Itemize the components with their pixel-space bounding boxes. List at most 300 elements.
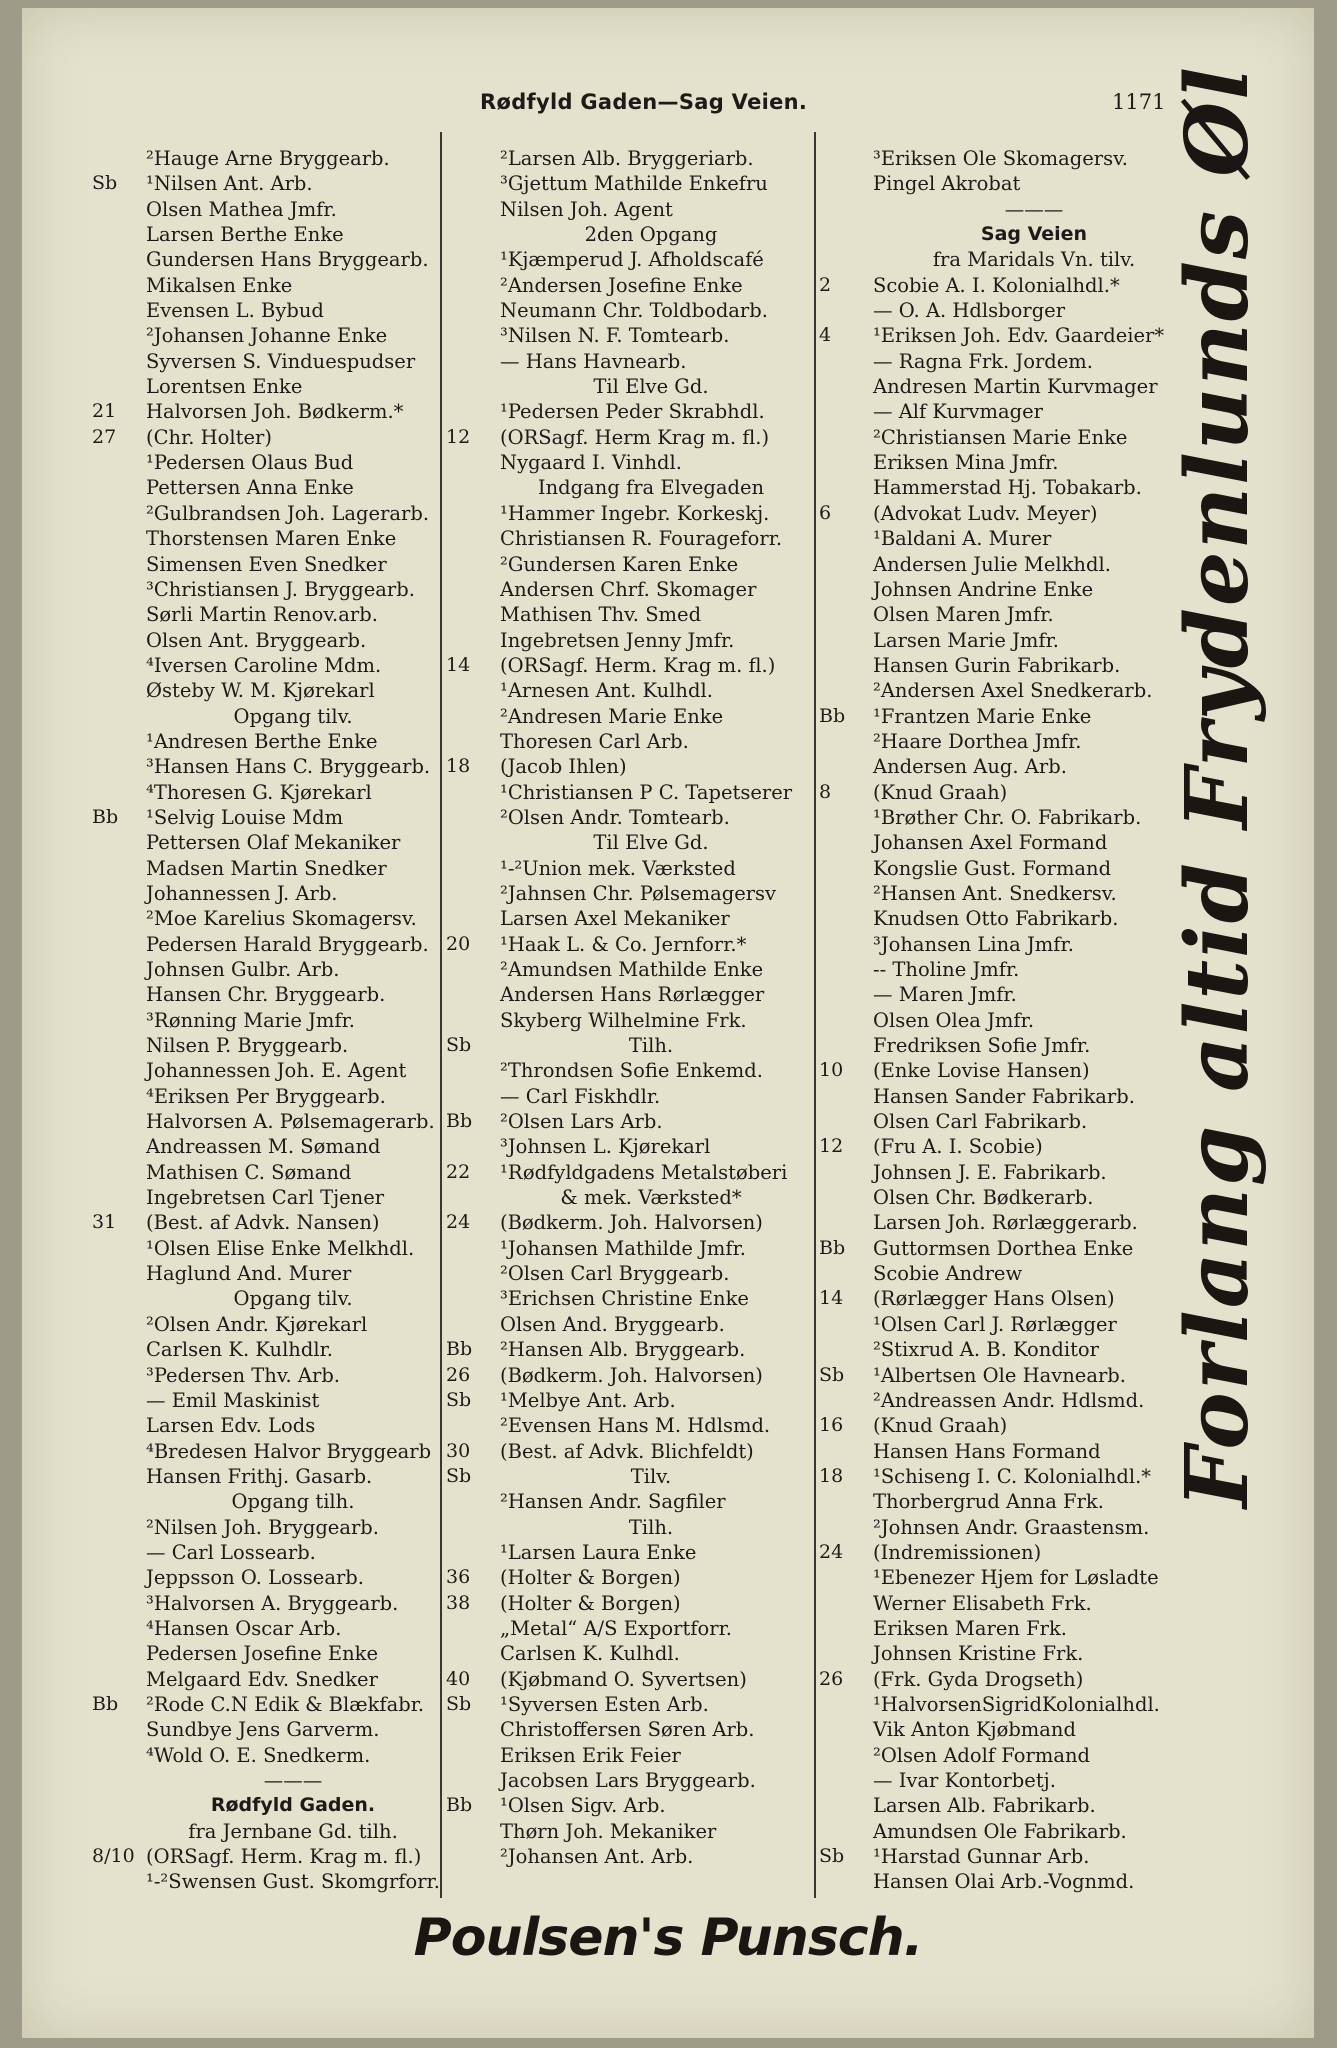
entry-prefix: Bb [819, 1236, 846, 1259]
entry-prefix: 14 [819, 1287, 844, 1310]
entry-text: (Fru A. I. Scobie) [873, 1135, 1043, 1159]
street-heading [92, 1793, 454, 1818]
entry-text: fra Jernbane Gd. tilh. [188, 1819, 398, 1843]
entry-text: Thørn Joh. Mekaniker [500, 1819, 717, 1843]
entry-text: — Ragna Frk. Jordem. [873, 349, 1093, 373]
entry-prefix: Sb [819, 1363, 845, 1386]
directory-entry [92, 273, 454, 298]
directory-entry [446, 1413, 816, 1438]
directory-entry [819, 1616, 1209, 1641]
directory-entry [92, 1084, 454, 1109]
directory-entry [819, 1413, 1209, 1438]
entry-text: Opgang tilv. [233, 1287, 353, 1311]
directory-entry [92, 1717, 454, 1742]
entry-text: Nilsen Joh. Agent [500, 197, 673, 221]
directory-page [22, 8, 1314, 2038]
directory-entry [446, 1084, 816, 1109]
entry-text: (Holter & Borgen) [500, 1566, 681, 1590]
directory-entry [819, 1033, 1209, 1058]
entry-prefix: 22 [446, 1160, 471, 1183]
entry-text: Olsen Mathea Jmfr. [146, 197, 337, 221]
entry-text: Jacobsen Lars Bryggearb. [500, 1769, 756, 1792]
entry-text: (Holter & Borgen) [500, 1591, 681, 1615]
entry-text: Eriksen Mina Jmfr. [873, 451, 1059, 475]
directory-entry [446, 349, 816, 374]
directory-entry [819, 754, 1209, 779]
directory-entry [446, 1844, 816, 1869]
entry-text: ¹Haak L. & Co. Jernforr.* [500, 932, 747, 956]
directory-entry [92, 1286, 454, 1311]
entry-text: Olsen And. Bryggearb. [500, 1312, 725, 1336]
directory-entry [92, 349, 454, 374]
directory-entry [819, 1869, 1209, 1894]
directory-entry [819, 577, 1209, 602]
entry-prefix: 26 [446, 1363, 471, 1386]
directory-entry [819, 1540, 1209, 1565]
directory-entry [92, 754, 454, 779]
entry-text: Tilh. [628, 1034, 674, 1058]
entry-text: Mikalsen Enke [146, 273, 293, 297]
entry-prefix: Sb [92, 172, 118, 195]
entry-text: ³Johansen Lina Jmfr. [873, 932, 1074, 956]
entry-text: Halvorsen Joh. Bødkerm.* [146, 400, 404, 424]
directory-entry [92, 1515, 454, 1540]
entry-prefix: Sb [446, 1034, 472, 1057]
entry-text: ²Larsen Alb. Bryggeriarb. [500, 147, 754, 170]
entry-text: Sørli Martin Renov.arb. [146, 603, 378, 627]
entry-text: ²Rode C.N Edik & Blækfabr. [146, 1692, 425, 1716]
directory-entry [446, 425, 816, 450]
entry-text: (Indremissionen) [873, 1540, 1042, 1564]
entry-prefix: 10 [819, 1059, 844, 1082]
entry-text: Knudsen Otto Fabrikarb. [873, 907, 1119, 931]
entry-prefix: 38 [446, 1591, 471, 1614]
entry-text: — Emil Maskinist [146, 1388, 320, 1412]
directory-entry [92, 1819, 454, 1844]
entry-prefix: Bb [446, 1338, 473, 1361]
entry-text: (ORSagf. Herm Krag m. fl.) [500, 425, 770, 449]
directory-entry [819, 1008, 1209, 1033]
entry-text: ²Nilsen Joh. Bryggearb. [146, 1515, 379, 1539]
directory-entry [446, 298, 816, 323]
directory-entry [446, 982, 816, 1007]
entry-prefix: Bb [446, 1794, 473, 1817]
entry-text: ²Hauge Arne Bryggearb. [146, 147, 390, 170]
entry-text: (Chr. Holter) [146, 425, 272, 449]
directory-entry [92, 1869, 454, 1894]
entry-text: (Frk. Gyda Drogseth) [873, 1667, 1084, 1691]
entry-text: ¹Olsen Elise Enke Melkhdl. [146, 1236, 415, 1260]
entry-text: Jeppsson O. Lossearb. [146, 1566, 364, 1590]
entry-text: Pettersen Anna Enke [146, 476, 354, 500]
directory-entry [446, 552, 816, 577]
directory-entry [92, 1337, 454, 1362]
directory-entry [819, 881, 1209, 906]
entry-text: Johannessen Joh. E. Agent [146, 1059, 407, 1083]
directory-entry [92, 1565, 454, 1590]
entry-text: Larsen Marie Jmfr. [873, 628, 1059, 652]
directory-entry [446, 1591, 816, 1616]
entry-text: ¹Olsen Carl J. Rørlægger [873, 1312, 1117, 1336]
entry-text: Carlsen K. Kulhdlr. [146, 1338, 333, 1362]
directory-entry [446, 1743, 816, 1768]
entry-text: Johnsen J. E. Fabrikarb. [873, 1160, 1107, 1184]
directory-entry [92, 1058, 454, 1083]
entry-text: Larsen Alb. Fabrikarb. [873, 1794, 1096, 1818]
entry-text: Opgang tilh. [231, 1490, 355, 1514]
entry-prefix: 24 [446, 1211, 471, 1234]
entry-text: Syversen S. Vinduespudser [146, 349, 416, 373]
directory-entry [819, 1058, 1209, 1083]
directory-entry [819, 1261, 1209, 1286]
directory-entry [819, 374, 1209, 399]
directory-entry [819, 982, 1209, 1007]
directory-entry [92, 932, 454, 957]
directory-entry [446, 1185, 816, 1210]
directory-entry [446, 830, 816, 855]
directory-entry [446, 678, 816, 703]
entry-text: (Best. af Advk. Nansen) [146, 1211, 380, 1235]
entry-text: ²Olsen Lars Arb. [500, 1110, 663, 1134]
directory-entry [819, 1388, 1209, 1413]
entry-text: ³Pedersen Thv. Arb. [146, 1363, 341, 1387]
directory-entry [819, 1565, 1209, 1590]
directory-entry [92, 1109, 454, 1134]
directory-entry [92, 1413, 454, 1438]
directory-entry [92, 1489, 454, 1514]
directory-entry [446, 171, 816, 196]
entry-text: Johannessen J. Arb. [146, 881, 338, 905]
directory-entry [92, 1388, 454, 1413]
entry-text: Sundbye Jens Garverm. [146, 1718, 380, 1742]
directory-entry [819, 1236, 1209, 1261]
directory-entry [446, 1160, 816, 1185]
directory-entry [92, 323, 454, 348]
directory-entry [92, 628, 454, 653]
directory-entry [446, 1464, 816, 1489]
entry-text: ¹Larsen Laura Enke [500, 1540, 697, 1564]
entry-text: ¹Brøther Chr. O. Fabrikarb. [873, 805, 1142, 829]
directory-entry [819, 425, 1209, 450]
directory-entry [819, 1210, 1209, 1235]
entry-text: ¹Albertsen Ole Havnearb. [873, 1363, 1126, 1387]
directory-entry [819, 932, 1209, 957]
entry-text: (Kjøbmand O. Syvertsen) [500, 1667, 747, 1691]
directory-entry [92, 171, 454, 196]
entry-text: ¹Schiseng I. C. Kolonialhdl.* [873, 1464, 1152, 1488]
directory-entry [446, 1337, 816, 1362]
entry-text: ¹Selvig Louise Mdm [146, 805, 344, 829]
side-advertisement: Forlang altid Frydenlunds Øl [1167, 65, 1268, 1508]
entry-text: ⁴Bredesen Halvor Bryggearb [146, 1439, 432, 1463]
directory-entry [819, 1844, 1209, 1869]
entry-text: ²Amundsen Mathilde Enke [500, 958, 764, 981]
entry-text: Halvorsen A. Pølsemagerarb. [146, 1110, 435, 1134]
directory-entry [92, 830, 454, 855]
directory-entry [819, 1109, 1209, 1134]
directory-column-2 [446, 146, 816, 1869]
directory-entry [446, 526, 816, 551]
entry-text: ——— [1004, 197, 1064, 221]
directory-entry [819, 957, 1209, 982]
entry-text: Larsen Edv. Lods [146, 1414, 316, 1438]
entry-text: Olsen Carl Fabrikarb. [873, 1110, 1088, 1134]
directory-entry [446, 881, 816, 906]
entry-text: ¹Kjæmperud J. Afholdscafé [500, 248, 764, 272]
entry-text: Scobie Andrew [873, 1262, 1023, 1286]
entry-text: Johnsen Gulbr. Arb. [146, 958, 340, 981]
entry-text: -- Tholine Jmfr. [873, 958, 1020, 981]
entry-prefix: 36 [446, 1566, 471, 1589]
directory-entry [446, 805, 816, 830]
directory-entry [92, 780, 454, 805]
directory-entry [819, 1363, 1209, 1388]
entry-text: (Jacob Ihlen) [500, 755, 627, 779]
entry-text: ²Hansen Andr. Sagfiler [500, 1490, 726, 1514]
entry-text: Pingel Akrobat [873, 172, 1021, 196]
entry-text: ³Christiansen J. Bryggearb. [146, 577, 415, 601]
entry-text: (Rørlægger Hans Olsen) [873, 1287, 1115, 1311]
entry-text: Olsen Olea Jmfr. [873, 1008, 1035, 1032]
directory-entry [446, 653, 816, 678]
directory-entry [92, 526, 454, 551]
directory-entry [92, 1261, 454, 1286]
entry-text: — O. A. Hdlsborger [873, 299, 1066, 323]
entry-text: Hansen Chr. Bryggearb. [146, 983, 386, 1007]
directory-entry [92, 653, 454, 678]
entry-text: ²Hansen Ant. Snedkersv. [873, 881, 1117, 905]
directory-entry [819, 475, 1209, 500]
entry-prefix: Sb [446, 1692, 472, 1715]
directory-column-1 [92, 146, 454, 1895]
entry-text: ²Johansen Johanne Enke [146, 324, 388, 348]
directory-entry [92, 425, 454, 450]
entry-text: ³Hansen Hans C. Bryggearb. [146, 755, 431, 779]
entry-text: Hansen Gurin Fabrikarb. [873, 653, 1121, 677]
directory-entry [446, 1489, 816, 1514]
directory-entry [819, 1160, 1209, 1185]
entry-text: ³Halvorsen A. Bryggearb. [146, 1591, 399, 1615]
directory-entry [446, 1109, 816, 1134]
directory-entry [446, 754, 816, 779]
entry-text: Larsen Axel Mekaniker [500, 907, 730, 931]
entry-text: — Ivar Kontorbetj. [873, 1769, 1056, 1792]
entry-text: ——— [263, 1769, 323, 1792]
entry-text: Tilv. [630, 1464, 672, 1488]
entry-text: ¹Rødfyldgadens Metalstøberi [500, 1160, 788, 1184]
directory-entry [446, 1134, 816, 1159]
entry-text: Til Elve Gd. [593, 831, 709, 855]
directory-entry [446, 1363, 816, 1388]
directory-entry [819, 830, 1209, 855]
entry-text: Hansen Frithj. Gasarb. [146, 1464, 373, 1488]
directory-entry [92, 222, 454, 247]
entry-text: Eriksen Erik Feier [500, 1743, 681, 1767]
entry-text: Andersen Hans Rørlægger [500, 983, 765, 1007]
directory-entry [92, 577, 454, 602]
entry-text: ³Johnsen L. Kjørekarl [500, 1135, 711, 1159]
entry-text: ²Stixrud A. B. Konditor [873, 1338, 1099, 1362]
directory-entry [92, 1540, 454, 1565]
entry-prefix: 30 [446, 1439, 471, 1462]
entry-text: ¹Johansen Mathilde Jmfr. [500, 1236, 747, 1260]
entry-text: ⁴Thoresen G. Kjørekarl [146, 780, 372, 804]
entry-text: ¹-²Swensen Gust. Skomgrforr. [146, 1870, 440, 1894]
entry-text: (ORSagf. Herm. Krag m. fl.) [146, 1845, 422, 1869]
entry-text: Christoffersen Søren Arb. [500, 1718, 755, 1742]
entry-text: Pedersen Josefine Enke [146, 1642, 378, 1666]
directory-entry [92, 197, 454, 222]
directory-entry [819, 501, 1209, 526]
directory-entry [92, 1641, 454, 1666]
entry-text: ¹Nilsen Ant. Arb. [146, 172, 313, 196]
entry-text: ²Johansen Ant. Arb. [500, 1845, 694, 1869]
directory-entry [92, 678, 454, 703]
entry-prefix: Sb [446, 1388, 472, 1411]
directory-entry [92, 1312, 454, 1337]
entry-prefix: 21 [92, 400, 117, 423]
directory-entry [446, 1616, 816, 1641]
directory-entry [819, 197, 1209, 222]
entry-text: Sag Veien [980, 223, 1088, 246]
directory-entry [92, 1236, 454, 1261]
entry-text: ²Andreassen Andr. Hdlsmd. [873, 1388, 1145, 1412]
entry-text: ²Throndsen Sofie Enkemd. [500, 1059, 763, 1083]
entry-text: ³Rønning Marie Jmfr. [146, 1008, 355, 1032]
directory-entry [446, 932, 816, 957]
entry-text: ¹HalvorsenSigridKolonialhdl. [873, 1692, 1160, 1716]
entry-text: ¹Hammer Ingebr. Korkeskj. [500, 501, 770, 525]
directory-entry [819, 1667, 1209, 1692]
directory-entry [819, 602, 1209, 627]
directory-entry [819, 1717, 1209, 1742]
directory-entry [92, 475, 454, 500]
entry-text: Østeby W. M. Kjørekarl [146, 679, 375, 703]
directory-entry [446, 1641, 816, 1666]
entry-text: Andersen Julie Melkhdl. [873, 552, 1111, 576]
directory-entry [819, 1515, 1209, 1540]
directory-entry [92, 1591, 454, 1616]
directory-entry [92, 602, 454, 627]
entry-text: — Hans Havnearb. [500, 349, 687, 373]
directory-entry [446, 1286, 816, 1311]
entry-prefix: 40 [446, 1667, 471, 1690]
entry-text: Andresen Martin Kurvmager [873, 375, 1158, 399]
entry-text: Kongslie Gust. Formand [873, 856, 1112, 880]
directory-entry [819, 146, 1209, 171]
entry-text: ²Johnsen Andr. Graastensm. [873, 1515, 1150, 1539]
entry-prefix: Sb [446, 1464, 472, 1487]
entry-prefix: 16 [819, 1414, 844, 1437]
directory-entry [819, 780, 1209, 805]
entry-text: 2den Opgang [584, 223, 718, 247]
directory-entry [446, 222, 816, 247]
directory-entry [819, 1641, 1209, 1666]
entry-text: Hansen Hans Formand [873, 1439, 1101, 1463]
directory-entry [446, 1058, 816, 1083]
entry-text: Evensen L. Bybud [146, 299, 324, 323]
entry-text: ²Haare Dorthea Jmfr. [873, 729, 1082, 753]
entry-prefix: 31 [92, 1211, 117, 1234]
directory-entry [819, 1692, 1209, 1717]
entry-prefix: 18 [819, 1464, 844, 1487]
directory-entry [819, 1312, 1209, 1337]
entry-text: — Maren Jmfr. [873, 983, 1017, 1007]
entry-text: (Enke Lovise Hansen) [873, 1059, 1090, 1083]
entry-text: Carlsen K. Kulhdl. [500, 1642, 680, 1666]
directory-entry [92, 1134, 454, 1159]
entry-text: Indgang fra Elvegaden [537, 476, 765, 500]
directory-column-3 [819, 146, 1209, 1895]
entry-prefix: Bb [92, 1692, 119, 1715]
directory-entry [819, 1084, 1209, 1109]
directory-entry [92, 906, 454, 931]
directory-entry [819, 1185, 1209, 1210]
directory-entry [446, 1261, 816, 1286]
directory-entry [446, 1667, 816, 1692]
entry-text: Thorbergrud Anna Frk. [873, 1490, 1104, 1514]
entry-text: Ingebretsen Carl Tjener [146, 1186, 385, 1210]
entry-prefix: 12 [819, 1135, 844, 1158]
entry-text: Melgaard Edv. Snedker [146, 1667, 378, 1691]
directory-entry [446, 323, 816, 348]
entry-text: Thoresen Carl Arb. [500, 729, 689, 753]
directory-entry [446, 475, 816, 500]
entry-text: — Carl Fiskhdlr. [500, 1084, 661, 1108]
directory-entry [446, 957, 816, 982]
entry-text: Olsen Ant. Bryggearb. [146, 628, 367, 652]
directory-entry [819, 1439, 1209, 1464]
entry-text: ³Eriksen Ole Skomagersv. [873, 147, 1128, 170]
directory-entry [446, 1692, 816, 1717]
directory-entry [819, 526, 1209, 551]
directory-entry [819, 349, 1209, 374]
entry-text: Hansen Olai Arb.-Vognmd. [873, 1870, 1135, 1894]
entry-text: Pedersen Harald Bryggearb. [146, 932, 429, 956]
entry-text: ²Andersen Axel Snedkerarb. [873, 679, 1153, 703]
entry-text: ¹-²Union mek. Værksted [500, 856, 736, 880]
entry-text: (Bødkerm. Joh. Halvorsen) [500, 1211, 763, 1235]
directory-entry [446, 1033, 816, 1058]
entry-text: Hammerstad Hj. Tobakarb. [873, 476, 1142, 500]
directory-entry [446, 856, 816, 881]
directory-entry [446, 1540, 816, 1565]
entry-text: ¹Ebenezer Hjem for Løsladte [873, 1566, 1159, 1590]
entry-text: ⁴Wold O. E. Snedkerm. [146, 1743, 371, 1767]
entry-text: Skyberg Wilhelmine Frk. [500, 1008, 747, 1032]
entry-text: ⁴Hansen Oscar Arb. [146, 1616, 342, 1640]
entry-text: ²Olsen Andr. Tomtearb. [500, 805, 730, 829]
entry-text: & mek. Værksted* [560, 1186, 742, 1210]
entry-prefix: Bb [446, 1110, 473, 1133]
directory-entry [92, 1008, 454, 1033]
directory-entry [446, 704, 816, 729]
directory-entry [92, 1185, 454, 1210]
directory-entry [446, 1819, 816, 1844]
directory-entry [446, 399, 816, 424]
directory-entry [819, 273, 1209, 298]
directory-entry [92, 856, 454, 881]
directory-entry [819, 247, 1209, 272]
directory-entry [819, 298, 1209, 323]
entry-text: Johnsen Andrine Enke [873, 577, 1094, 601]
directory-entry [819, 1464, 1209, 1489]
street-heading [819, 222, 1209, 247]
entry-text: ¹Pedersen Peder Skrabhdl. [500, 400, 765, 424]
entry-prefix: 20 [446, 932, 471, 955]
entry-text: ¹Harstad Gunnar Arb. [873, 1845, 1090, 1869]
entry-text: ⁴Eriksen Per Bryggearb. [146, 1084, 386, 1108]
